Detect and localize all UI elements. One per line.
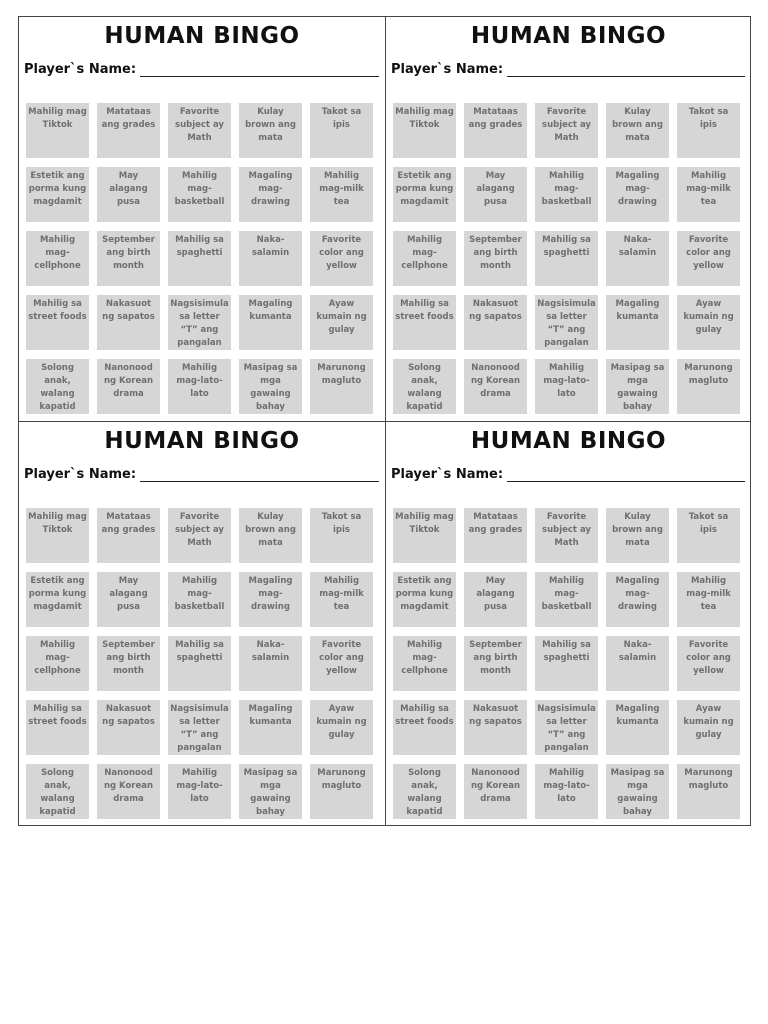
- bingo-cell[interactable]: Masipag sa mga gawaing bahay: [606, 764, 669, 819]
- bingo-cell[interactable]: Nanonood ng Korean drama: [97, 359, 160, 414]
- bingo-grid: [26, 508, 373, 819]
- bingo-cell[interactable]: Estetik ang porma kung magdamit: [26, 167, 89, 222]
- player-name-line[interactable]: [140, 60, 379, 77]
- bingo-cell[interactable]: Mahilig mag-basketball: [535, 167, 598, 222]
- player-name-line[interactable]: [507, 465, 745, 482]
- bingo-cell[interactable]: Solong anak, walang kapatid: [393, 764, 456, 819]
- player-name-label: Player`s Name:: [391, 62, 504, 77]
- bingo-cell[interactable]: Ayaw kumain ng gulay: [677, 700, 740, 755]
- bingo-card: [385, 17, 751, 421]
- bingo-cell[interactable]: Magaling kumanta: [239, 700, 302, 755]
- bingo-cell[interactable]: Takot sa ipis: [677, 103, 740, 158]
- bingo-cell[interactable]: Magaling mag-drawing: [239, 167, 302, 222]
- bingo-cell[interactable]: Takot sa ipis: [310, 103, 373, 158]
- bingo-cell[interactable]: Nakasuot ng sapatos: [97, 295, 160, 350]
- bingo-cell[interactable]: Mahilig mag-basketball: [168, 572, 231, 627]
- bingo-cell[interactable]: Kulay brown ang mata: [239, 103, 302, 158]
- bingo-cell[interactable]: Marunong magluto: [310, 359, 373, 414]
- bingo-cell[interactable]: Mahilig mag-basketball: [535, 572, 598, 627]
- bingo-cell[interactable]: Mahilig sa street foods: [26, 295, 89, 350]
- bingo-cell[interactable]: Magaling mag-drawing: [606, 572, 669, 627]
- bingo-cell[interactable]: Solong anak, walang kapatid: [26, 764, 89, 819]
- bingo-cell[interactable]: Takot sa ipis: [677, 508, 740, 563]
- bingo-cell[interactable]: May alagang pusa: [97, 167, 160, 222]
- bingo-cell[interactable]: Mahilig mag-cellphone: [26, 231, 89, 286]
- bingo-cell[interactable]: Mahilig mag-milk tea: [677, 572, 740, 627]
- bingo-cell[interactable]: May alagang pusa: [464, 167, 527, 222]
- bingo-cell[interactable]: Mahilig mag-cellphone: [393, 636, 456, 691]
- bingo-sheet: [18, 16, 751, 826]
- bingo-cell[interactable]: Nakasuot ng sapatos: [464, 700, 527, 755]
- player-name-row: [24, 462, 379, 482]
- bingo-cell[interactable]: Favorite color ang yellow: [677, 231, 740, 286]
- bingo-cell[interactable]: Mahilig mag-basketball: [168, 167, 231, 222]
- bingo-cell[interactable]: Mahilig sa street foods: [393, 295, 456, 350]
- bingo-cell[interactable]: Favorite subject ay Math: [168, 103, 231, 158]
- bingo-cell[interactable]: September ang birth month: [464, 231, 527, 286]
- bingo-cell[interactable]: Magaling kumanta: [606, 295, 669, 350]
- bingo-cell[interactable]: Matataas ang grades: [97, 103, 160, 158]
- bingo-cell[interactable]: Nakasuot ng sapatos: [464, 295, 527, 350]
- bingo-cell[interactable]: Ayaw kumain ng gulay: [310, 700, 373, 755]
- player-name-line[interactable]: [507, 60, 745, 77]
- player-name-line[interactable]: [140, 465, 379, 482]
- bingo-cell[interactable]: Takot sa ipis: [310, 508, 373, 563]
- card-title: HUMAN BINGO: [470, 428, 667, 454]
- bingo-cell[interactable]: Favorite color ang yellow: [310, 636, 373, 691]
- bingo-cell[interactable]: Masipag sa mga gawaing bahay: [606, 359, 669, 414]
- bingo-cell[interactable]: Matataas ang grades: [464, 103, 527, 158]
- bingo-cell[interactable]: Marunong magluto: [310, 764, 373, 819]
- card-title: HUMAN BINGO: [104, 23, 300, 49]
- bingo-grid: [393, 508, 740, 819]
- player-name-row: [24, 57, 379, 77]
- bingo-cell[interactable]: May alagang pusa: [97, 572, 160, 627]
- bingo-cell[interactable]: Nagsisimula sa letter “T” ang pangalan: [168, 295, 231, 350]
- bingo-cell[interactable]: Naka-salamin: [606, 231, 669, 286]
- bingo-cell[interactable]: Ayaw kumain ng gulay: [310, 295, 373, 350]
- bingo-cell[interactable]: Nagsisimula sa letter “T” ang pangalan: [535, 700, 598, 755]
- bingo-grid: [393, 103, 740, 414]
- player-name-label: Player`s Name:: [24, 62, 137, 77]
- bingo-cell[interactable]: Mahilig sa street foods: [26, 700, 89, 755]
- bingo-cell[interactable]: Naka-salamin: [239, 636, 302, 691]
- bingo-cell[interactable]: Mahilig mag-lato-lato: [535, 764, 598, 819]
- player-name-label: Player`s Name:: [391, 467, 504, 482]
- bingo-cell[interactable]: Mahilig sa street foods: [393, 700, 456, 755]
- bingo-cell[interactable]: Nagsisimula sa letter “T” ang pangalan: [168, 700, 231, 755]
- bingo-cell[interactable]: May alagang pusa: [464, 572, 527, 627]
- bingo-cell[interactable]: Magaling kumanta: [239, 295, 302, 350]
- bingo-cell[interactable]: Mahilig mag-cellphone: [26, 636, 89, 691]
- bingo-cell[interactable]: Magaling mag-drawing: [239, 572, 302, 627]
- bingo-card: [19, 421, 385, 825]
- bingo-cell[interactable]: Mahilig mag-lato-lato: [168, 359, 231, 414]
- bingo-cell[interactable]: Matataas ang grades: [97, 508, 160, 563]
- player-name-row: [391, 57, 745, 77]
- bingo-cell[interactable]: Estetik ang porma kung magdamit: [26, 572, 89, 627]
- card-title: HUMAN BINGO: [470, 23, 667, 49]
- bingo-cell[interactable]: Favorite subject ay Math: [168, 508, 231, 563]
- bingo-cell[interactable]: Mahilig mag-lato-lato: [168, 764, 231, 819]
- bingo-cell[interactable]: Kulay brown ang mata: [239, 508, 302, 563]
- bingo-cell[interactable]: Masipag sa mga gawaing bahay: [239, 359, 302, 414]
- bingo-cell[interactable]: Solong anak, walang kapatid: [393, 359, 456, 414]
- bingo-cell[interactable]: Mahilig mag-lato-lato: [535, 359, 598, 414]
- bingo-grid: [26, 103, 373, 414]
- bingo-cell[interactable]: Magaling kumanta: [606, 700, 669, 755]
- bingo-cell[interactable]: Mahilig mag-milk tea: [677, 167, 740, 222]
- bingo-cell[interactable]: Mahilig mag Tiktok: [393, 508, 456, 563]
- bingo-cell[interactable]: Masipag sa mga gawaing bahay: [239, 764, 302, 819]
- bingo-cell[interactable]: Estetik ang porma kung magdamit: [393, 572, 456, 627]
- bingo-cell[interactable]: Favorite color ang yellow: [310, 231, 373, 286]
- bingo-cell[interactable]: Favorite subject ay Math: [535, 103, 598, 158]
- bingo-cell[interactable]: Kulay brown ang mata: [606, 508, 669, 563]
- bingo-cell[interactable]: Mahilig sa spaghetti: [535, 636, 598, 691]
- bingo-cell[interactable]: Mahilig mag Tiktok: [26, 103, 89, 158]
- bingo-cell[interactable]: Nanonood ng Korean drama: [464, 764, 527, 819]
- bingo-cell[interactable]: Ayaw kumain ng gulay: [677, 295, 740, 350]
- bingo-cell[interactable]: Nagsisimula sa letter “T” ang pangalan: [535, 295, 598, 350]
- bingo-cell[interactable]: Nanonood ng Korean drama: [97, 764, 160, 819]
- bingo-cell[interactable]: September ang birth month: [464, 636, 527, 691]
- bingo-cell[interactable]: Favorite color ang yellow: [677, 636, 740, 691]
- bingo-cell[interactable]: Mahilig mag-cellphone: [393, 231, 456, 286]
- bingo-cell[interactable]: Naka-salamin: [606, 636, 669, 691]
- bingo-cell[interactable]: Nakasuot ng sapatos: [97, 700, 160, 755]
- bingo-cell[interactable]: September ang birth month: [97, 636, 160, 691]
- bingo-cell[interactable]: Mahilig sa spaghetti: [535, 231, 598, 286]
- bingo-cell[interactable]: Mahilig sa spaghetti: [168, 231, 231, 286]
- card-title: HUMAN BINGO: [104, 428, 300, 454]
- bingo-cell[interactable]: Nanonood ng Korean drama: [464, 359, 527, 414]
- player-name-label: Player`s Name:: [24, 467, 137, 482]
- bingo-cell[interactable]: Favorite subject ay Math: [535, 508, 598, 563]
- bingo-cell[interactable]: Magaling mag-drawing: [606, 167, 669, 222]
- bingo-cell[interactable]: Mahilig sa spaghetti: [168, 636, 231, 691]
- bingo-card: [19, 17, 385, 421]
- bingo-cell[interactable]: Mahilig mag Tiktok: [26, 508, 89, 563]
- bingo-cell[interactable]: Naka-salamin: [239, 231, 302, 286]
- bingo-cell[interactable]: Mahilig mag Tiktok: [393, 103, 456, 158]
- bingo-card: [385, 421, 751, 825]
- bingo-cell[interactable]: Kulay brown ang mata: [606, 103, 669, 158]
- player-name-row: [391, 462, 745, 482]
- bingo-cell[interactable]: Solong anak, walang kapatid: [26, 359, 89, 414]
- bingo-cell[interactable]: Marunong magluto: [677, 764, 740, 819]
- bingo-cell[interactable]: Mahilig mag-milk tea: [310, 572, 373, 627]
- bingo-cell[interactable]: Estetik ang porma kung magdamit: [393, 167, 456, 222]
- bingo-cell[interactable]: Marunong magluto: [677, 359, 740, 414]
- bingo-cell[interactable]: September ang birth month: [97, 231, 160, 286]
- bingo-cell[interactable]: Mahilig mag-milk tea: [310, 167, 373, 222]
- bingo-cell[interactable]: Matataas ang grades: [464, 508, 527, 563]
